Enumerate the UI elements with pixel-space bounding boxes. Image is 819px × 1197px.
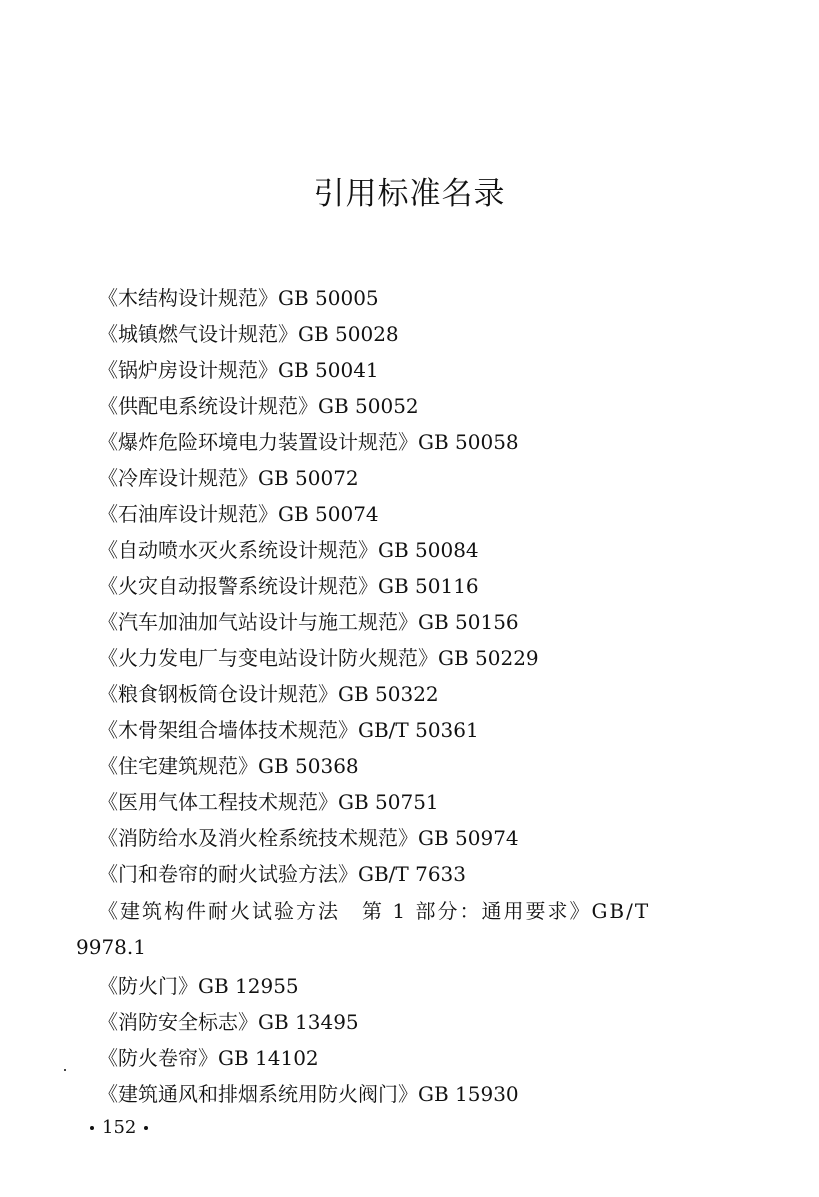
reference-item: 《汽车加油加气站设计与施工规范》GB 50156 xyxy=(98,610,519,634)
reference-item: 《木结构设计规范》GB 50005 xyxy=(98,286,379,310)
reference-item: 《防火门》GB 12955 xyxy=(98,974,299,998)
reference-item: 《自动喷水灭火系统设计规范》GB 50084 xyxy=(98,538,479,562)
scan-speck xyxy=(64,1069,66,1071)
reference-item: 《粮食钢板筒仓设计规范》GB 50322 xyxy=(98,682,439,706)
reference-item: 《锅炉房设计规范》GB 50041 xyxy=(98,358,379,382)
bullet-dot-right xyxy=(144,1126,148,1130)
page-number-value: 152 xyxy=(102,1117,137,1138)
bullet-dot-left xyxy=(90,1126,94,1130)
reference-item: 《冷库设计规范》GB 50072 xyxy=(98,466,359,490)
reference-item-continuation: 9978.1 xyxy=(76,935,146,959)
reference-item: 《木骨架组合墙体技术规范》GB/T 50361 xyxy=(98,718,479,742)
reference-item: 《建筑通风和排烟系统用防火阀门》GB 15930 xyxy=(98,1082,519,1106)
reference-item: 《门和卷帘的耐火试验方法》GB/T 7633 xyxy=(98,862,467,886)
reference-item: 《石油库设计规范》GB 50074 xyxy=(98,502,379,526)
page-number xyxy=(82,1116,156,1140)
reference-item: 《防火卷帘》GB 14102 xyxy=(98,1046,319,1070)
reference-item: 《住宅建筑规范》GB 50368 xyxy=(98,754,359,778)
reference-item-wrapped: 《建筑构件耐火试验方法 第 1 部分：通用要求》GB/T xyxy=(98,899,651,923)
reference-item: 《爆炸危险环境电力装置设计规范》GB 50058 xyxy=(98,430,519,454)
reference-item: 《消防给水及消火栓系统技术规范》GB 50974 xyxy=(98,826,519,850)
reference-item: 《医用气体工程技术规范》GB 50751 xyxy=(98,790,439,814)
reference-item: 《火力发电厂与变电站设计防火规范》GB 50229 xyxy=(98,646,539,670)
page-title: 引用标准名录 xyxy=(313,176,506,212)
reference-item: 《消防安全标志》GB 13495 xyxy=(98,1010,359,1034)
reference-item: 《城镇燃气设计规范》GB 50028 xyxy=(98,322,399,346)
reference-item: 《火灾自动报警系统设计规范》GB 50116 xyxy=(98,574,479,598)
reference-item: 《供配电系统设计规范》GB 50052 xyxy=(98,394,419,418)
